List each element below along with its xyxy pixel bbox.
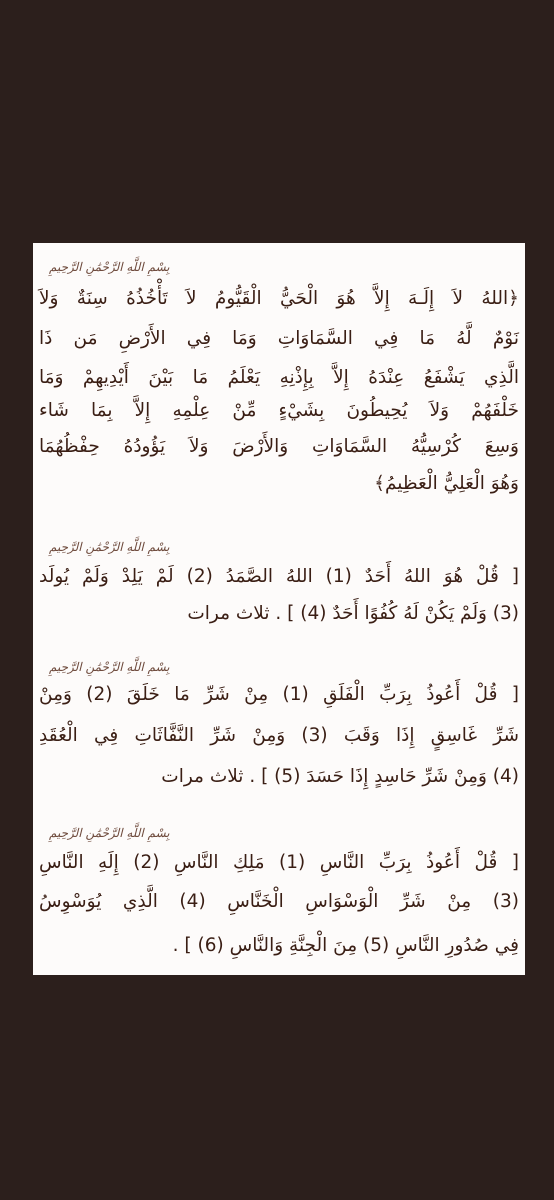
- verse-line: ﴿اللهُ لاَ إِلَـهَ إِلاَّ هُوَ الْحَيُّ الْقَيُّومُ لاَ تَأْخُذُهُ سِنَةٌ وَلاَ: [39, 288, 519, 309]
- verse-line: الَّذِي يَشْفَعُ عِنْدَهُ إِلاَّ بِإِذْنِهِ يَعْلَمُ مَا بَيْنَ أَيْدِيهِمْ وَمَا: [39, 367, 519, 388]
- basmala-heading: بِسْمِ اللَّهِ الرَّحْمَٰنِ الرَّحِيمِ: [49, 660, 170, 674]
- document-page: [33, 243, 525, 975]
- verse-line: شَرِّ غَاسِقٍ إِذَا وَقَبَ (3) وَمِنْ شَرِّ النَّفَّاثَاتِ فِي الْعُقَدِ: [39, 725, 519, 746]
- verse-line: خَلْفَهُمْ وَلاَ يُحِيطُونَ بِشَيْءٍ مِّنْ عِلْمِهِ إِلاَّ بِمَا شَاء: [39, 400, 519, 421]
- verse-line: (4) وَمِنْ شَرِّ حَاسِدٍ إِذَا حَسَدَ (5) ] . ثلاث مرات: [161, 766, 519, 787]
- basmala-heading: بِسْمِ اللَّهِ الرَّحْمَٰنِ الرَّحِيمِ: [49, 260, 170, 274]
- verse-line: [ قُلْ أَعُوذُ بِرَبِّ الْفَلَقِ (1) مِنْ شَرِّ مَا خَلَقَ (2) وَمِنْ: [39, 684, 519, 705]
- basmala-heading: بِسْمِ اللَّهِ الرَّحْمَٰنِ الرَّحِيمِ: [49, 826, 170, 840]
- verse-line: (3) وَلَمْ يَكُنْ لَهُ كُفُوًا أَحَدٌ (4) ] . ثلاث مرات: [187, 603, 519, 624]
- verse-line: (3) مِنْ شَرِّ الْوَسْوَاسِ الْخَنَّاسِ (4) الَّذِي يُوَسْوِسُ: [39, 891, 519, 912]
- verse-line: وَسِعَ كُرْسِيُّهُ السَّمَاوَاتِ وَالأَرْضَ وَلاَ يَؤُودُهُ حِفْظُهُمَا: [39, 436, 519, 457]
- verse-line: [ قُلْ أَعُوذُ بِرَبِّ النَّاسِ (1) مَلِكِ النَّاسِ (2) إِلَهِ النَّاسِ: [39, 852, 519, 873]
- verse-line: نَوْمٌ لَّهُ مَا فِي السَّمَاوَاتِ وَمَا فِي الأَرْضِ مَن ذَا: [39, 328, 519, 349]
- verse-line: وَهُوَ الْعَلِيُّ الْعَظِيمُ﴾: [374, 473, 519, 494]
- verse-line: فِي صُدُورِ النَّاسِ (5) مِنَ الْجِنَّةِ وَالنَّاسِ (6) ] .: [172, 935, 519, 956]
- verse-line: [ قُلْ هُوَ اللهُ أَحَدٌ (1) اللهُ الصَّمَدُ (2) لَمْ يَلِدْ وَلَمْ يُولَد: [39, 566, 520, 587]
- basmala-heading: بِسْمِ اللَّهِ الرَّحْمَٰنِ الرَّحِيمِ: [49, 540, 170, 554]
